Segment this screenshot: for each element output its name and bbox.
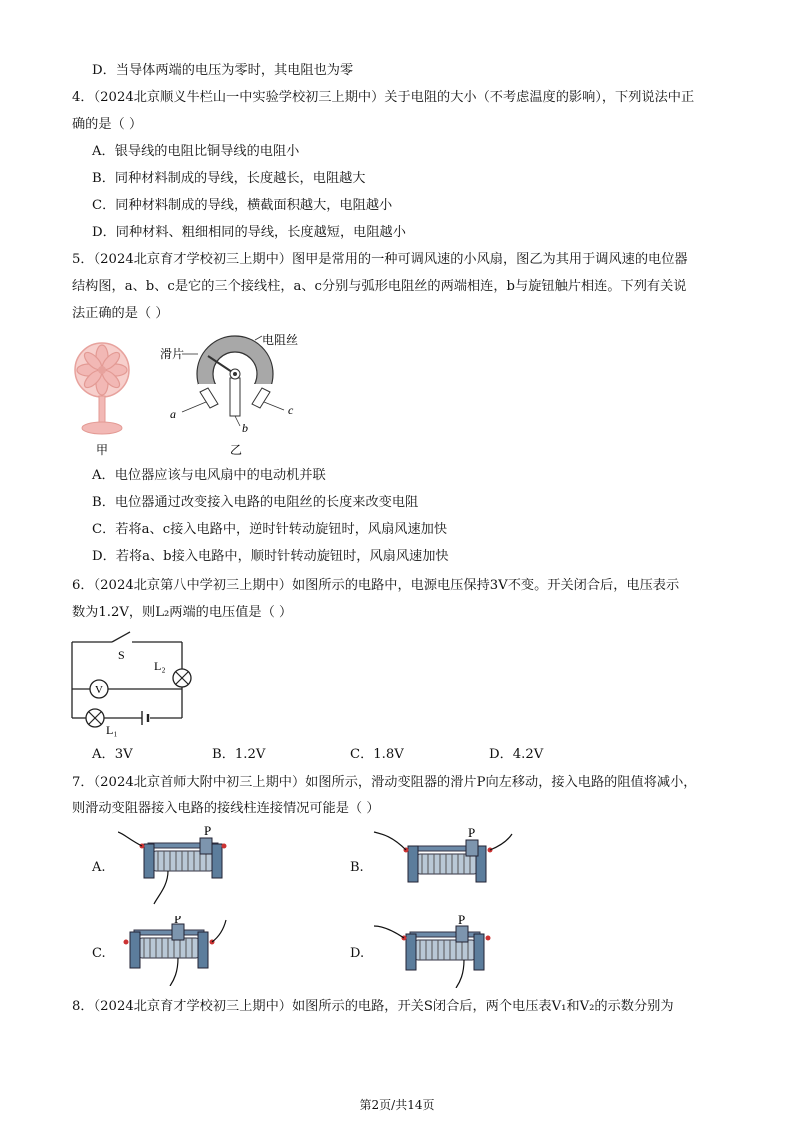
circuit-wires xyxy=(72,632,182,718)
q7-label-c: C. xyxy=(92,946,106,961)
q5-option-b: B．电位器通过改变接入电路的电阻丝的长度来改变电阻 xyxy=(92,495,419,510)
q7-label-a: A. xyxy=(92,860,106,875)
potentiometer-diagram xyxy=(182,336,284,426)
lamp-l2 xyxy=(173,669,191,687)
q5-stem-line3: 法正确的是（ ） xyxy=(72,306,169,321)
q4-stem-line1: 4．（2024北京顺义牛栏山一中实验学校初三上期中）关于电阻的大小（不考虑温度的影响），下列说法中正 xyxy=(72,90,695,105)
rheostat-figure-b xyxy=(372,826,522,896)
q4-option-b: B．同种材料制成的导线，长度越长，电阻越大 xyxy=(92,171,366,186)
q5-figure xyxy=(70,330,350,462)
q6-stem-line1: 6．（2024北京第八中学初三上期中）如图所示的电路中，电源电压保持3V不变。开关闭合后，电压表示 xyxy=(72,578,680,593)
label-resistance-wire: 电阻丝 xyxy=(262,333,299,347)
q4-option-d: D．同种材料、粗细相同的导线，长度越短，电阻越小 xyxy=(92,225,406,240)
q4-option-a: A．银导线的电阻比铜导线的电阻小 xyxy=(92,144,300,159)
rheostat-figure-a xyxy=(118,826,258,906)
l2-label: L₂ xyxy=(154,659,166,673)
fan-illustration xyxy=(75,343,129,434)
q7-stem-line2: 则滑动变阻器接入电路的接线柱连接情况可能是（ ） xyxy=(72,801,380,816)
terminal-b: b xyxy=(242,421,248,435)
slider-p-label-c: P xyxy=(174,916,182,926)
q7-label-b: B. xyxy=(350,860,364,875)
q7-label-d: D. xyxy=(350,946,365,961)
slider-p-label-b: P xyxy=(468,826,476,840)
terminal-c: c xyxy=(288,403,294,417)
label-slider: 滑片 xyxy=(160,347,185,361)
q7-stem-line1: 7．（2024北京首师大附中初三上期中）如图所示，滑动变阻器的滑片P向左移动，接入电路的阻值将减小， xyxy=(72,775,697,790)
q5-option-c: C．若将a、c接入电路中，逆时针转动旋钮时，风扇风速加快 xyxy=(92,522,448,537)
label-jia: 甲 xyxy=(96,443,109,457)
q5-stem-line1: 5．（2024北京育才学校初三上期中）图甲是常用的一种可调风速的小风扇，图乙为其用于调风速的电位器 xyxy=(72,252,688,267)
rheostat-figure-d xyxy=(372,914,522,988)
voltmeter-label: V xyxy=(95,684,103,696)
q5-option-d: D．若将a、b接入电路中，顺时针转动旋钮时，风扇风速加快 xyxy=(92,549,449,564)
terminal-a: a xyxy=(170,407,176,421)
q6-stem-line2: 数为1.2V，则L₂两端的电压值是（ ） xyxy=(72,605,293,620)
lamp-l1 xyxy=(86,709,104,727)
q6-option-a: A．3V xyxy=(92,747,133,762)
rheostat-figure-c xyxy=(116,916,246,986)
q8-stem-line1: 8．（2024北京育才学校初三上期中）如图所示的电路，开关S闭合后，两个电压表V₁和V₂的示数分别为 xyxy=(72,999,674,1014)
l1-label: L₁ xyxy=(106,723,118,737)
q6-circuit-figure xyxy=(66,630,196,740)
slider-p-label-a: P xyxy=(204,826,212,838)
slider-p-label-d: P xyxy=(458,914,466,927)
q4-stem-line2: 确的是（ ） xyxy=(72,117,143,132)
q5-stem-line2: 结构图，a、b、c是它的三个接线柱，a、c分别与弧形电阻丝的两端相连，b与旋钮触片相连。下列有关说 xyxy=(72,279,687,294)
q6-option-b: B．1.2V xyxy=(212,747,266,762)
q3-option-d: D．当导体两端的电压为零时，其电阻也为零 xyxy=(92,63,354,78)
q4-option-c: C．同种材料制成的导线，横截面积越大，电阻越小 xyxy=(92,198,393,213)
page-footer: 第2页/共14页 xyxy=(359,1098,435,1112)
q6-option-c: C．1.8V xyxy=(350,747,404,762)
q6-option-d: D．4.2V xyxy=(489,747,544,762)
switch-label: S xyxy=(118,648,125,662)
label-yi: 乙 xyxy=(230,443,243,457)
q5-option-a: A．电位器应该与电风扇中的电动机并联 xyxy=(92,468,326,483)
